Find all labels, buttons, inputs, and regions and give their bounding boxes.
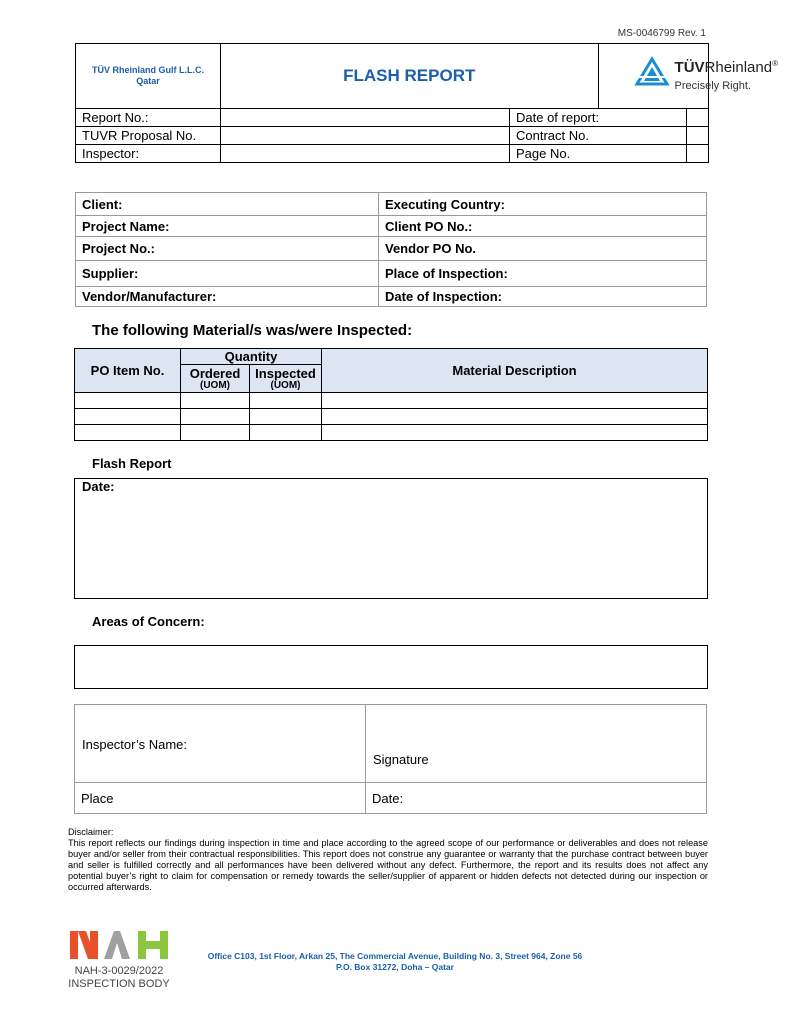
- place-of-inspection-field[interactable]: Place of Inspection:: [379, 261, 707, 287]
- materials-heading: The following Material/s was/were Inspected:: [92, 322, 413, 339]
- nah-code: NAH-3-0029/2022: [74, 965, 164, 977]
- footer-address-line1: Office C103, 1st Floor, Arkan 25, The Commercial Avenue, Building No. 3, Street 964, Zone 56: [207, 951, 583, 961]
- description-cell[interactable]: [322, 393, 708, 409]
- signature-label: Signature: [373, 752, 429, 767]
- client-po-field[interactable]: Client PO No.:: [379, 216, 707, 237]
- footer-address-line2: P.O. Box 31272, Doha – Qatar: [336, 962, 454, 972]
- ordered-cell[interactable]: [181, 409, 250, 425]
- areas-of-concern-box[interactable]: [74, 645, 708, 689]
- date-of-report-value[interactable]: [687, 109, 709, 127]
- table-row: [75, 409, 708, 425]
- proposal-no-label: TUVR Proposal No.: [76, 127, 221, 145]
- po-item-cell[interactable]: [75, 393, 181, 409]
- project-name-field[interactable]: Project Name:: [76, 216, 379, 237]
- proposal-no-value[interactable]: [221, 127, 510, 145]
- flash-report-heading: Flash Report: [92, 456, 172, 471]
- footer-address: [160, 951, 630, 973]
- flash-report-date-label: Date:: [82, 479, 115, 494]
- logo-wordmark: TÜVRheinland®: [674, 59, 778, 76]
- supplier-field[interactable]: Supplier:: [76, 261, 379, 287]
- disclaimer-label: Disclaimer:: [68, 827, 114, 837]
- table-row: [75, 425, 708, 441]
- po-item-header: PO Item No.: [75, 349, 181, 393]
- po-item-cell[interactable]: [75, 425, 181, 441]
- inspected-uom: (UOM): [270, 380, 301, 391]
- vendor-field[interactable]: Vendor/Manufacturer:: [76, 287, 379, 307]
- materials-table: [74, 348, 708, 441]
- ordered-header: Ordered (UOM): [181, 365, 250, 393]
- flash-report-box[interactable]: [74, 478, 708, 599]
- client-info-table: [75, 192, 707, 307]
- tuv-triangle-icon: [635, 57, 669, 87]
- inspector-name-field[interactable]: [75, 705, 366, 783]
- page-no-label: Page No.: [510, 145, 687, 163]
- ordered-uom: (UOM): [200, 380, 230, 391]
- page-no-value[interactable]: [687, 145, 709, 163]
- quantity-header: Quantity: [181, 349, 322, 365]
- executing-country-field[interactable]: Executing Country:: [379, 193, 707, 216]
- inspector-value[interactable]: [221, 145, 510, 163]
- tuv-logo: [598, 44, 778, 109]
- signature-field[interactable]: [366, 705, 707, 783]
- table-row: [75, 393, 708, 409]
- description-cell[interactable]: [322, 409, 708, 425]
- report-title: FLASH REPORT: [221, 44, 599, 109]
- contract-no-value[interactable]: [687, 127, 709, 145]
- inspected-cell[interactable]: [250, 425, 322, 441]
- po-item-cell[interactable]: [75, 409, 181, 425]
- company-cell: [76, 44, 221, 109]
- vendor-po-field[interactable]: Vendor PO No.: [379, 237, 707, 261]
- nah-body-label: INSPECTION BODY: [68, 978, 170, 990]
- report-no-label: Report No.:: [76, 109, 221, 127]
- date-field[interactable]: Date:: [366, 783, 707, 814]
- inspector-name-label: Inspector’s Name:: [82, 737, 188, 752]
- inspected-header: Inspected (UOM): [250, 365, 322, 393]
- document-id: MS-0046799 Rev. 1: [617, 28, 706, 39]
- logo-tagline: Precisely Right.: [674, 80, 751, 92]
- areas-of-concern-heading: Areas of Concern:: [92, 614, 205, 629]
- description-cell[interactable]: [322, 425, 708, 441]
- disclaimer: [68, 827, 708, 893]
- date-of-inspection-field[interactable]: Date of Inspection:: [379, 287, 707, 307]
- ordered-cell[interactable]: [181, 425, 250, 441]
- disclaimer-text: This report reflects our findings during inspection in time and place according to the agreed scope of our performance or deliverables and does not release buyer and/or seller from their contractual responsibilities. This report does not construe any guarantee or warranty that the purchase contract between buyer and seller is fulfilled correctly and all performances have been delivered without any defect. Furthermore, the report and its results does not affect any potential buyer’s right to claim for compensation or remedy towards the seller/supplier of apparent or hidden defects not detected during our inspection or occurred afterwards.: [68, 838, 708, 892]
- ordered-cell[interactable]: [181, 393, 250, 409]
- contract-no-label: Contract No.: [510, 127, 687, 145]
- inspected-cell[interactable]: [250, 393, 322, 409]
- project-no-field[interactable]: Project No.:: [76, 237, 379, 261]
- inspected-cell[interactable]: [250, 409, 322, 425]
- inspector-label: Inspector:: [76, 145, 221, 163]
- report-header-table: [75, 43, 778, 163]
- date-of-report-label: Date of report:: [510, 109, 687, 127]
- company-name: TÜV Rheinland Gulf L.L.C.: [92, 65, 204, 75]
- signoff-table: [74, 704, 707, 814]
- company-country: Qatar: [136, 76, 160, 86]
- report-no-value[interactable]: [221, 109, 510, 127]
- place-field[interactable]: Place: [75, 783, 366, 814]
- client-field[interactable]: Client:: [76, 193, 379, 216]
- material-description-header: Material Description: [322, 349, 708, 393]
